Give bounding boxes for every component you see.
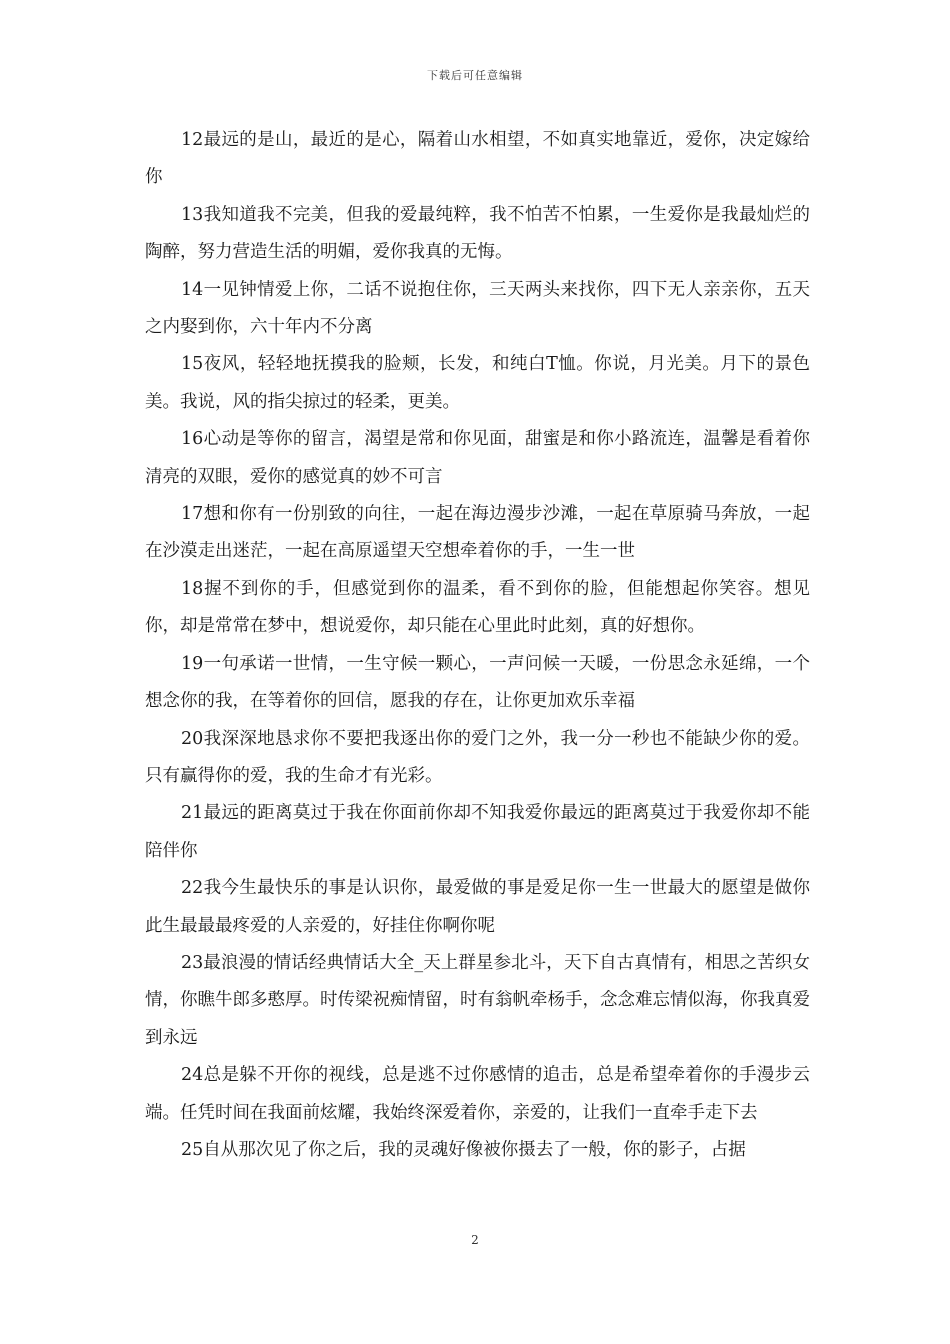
- paragraph-23: 23最浪漫的情话经典情话大全_天上群星参北斗，天下自古真情有，相思之苦织女情，你瞧牛郎多憨厚。时传梁祝痴情留，时有翁帆牵杨手，念念难忘情似海，你我真爱到永远: [145, 952, 810, 1048]
- paragraph-21: 21最远的距离莫过于我在你面前你却不知我爱你最远的距离莫过于我爱你却不能陪伴你: [145, 803, 810, 861]
- page-header: 下载后可任意编辑: [427, 69, 523, 82]
- paragraph-16: 16心动是等你的留言，渴望是常和你见面，甜蜜是和你小路流连，温馨是看着你清亮的双眼，爱你的感觉真的妙不可言: [145, 429, 810, 487]
- paragraph-18: 18握不到你的手，但感觉到你的温柔，看不到你的脸，但能想起你笑容。想见你，却是常常在梦中，想说爱你，却只能在心里此时此刻，真的好想你。: [145, 578, 810, 637]
- paragraph-20: 20我深深地恳求你不要把我逐出你的爱门之外，我一分一秒也不能缺少你的爱。只有赢得你的爱，我的生命才有光彩。: [145, 728, 810, 786]
- document-body: [145, 122, 810, 1169]
- paragraph-13: 13我知道我不完美，但我的爱最纯粹，我不怕苦不怕累，一生爱你是我最灿烂的陶醉，努力营造生活的明媚，爱你我真的无悔。: [145, 204, 810, 263]
- paragraph-25: 25自从那次见了你之后，我的灵魂好像被你摄去了一般，你的影子，占据: [181, 1139, 746, 1160]
- paragraph-19: 19一句承诺一世情，一生守候一颗心，一声问候一天暖，一份思念永延绵，一个想念你的我，在等着你的回信，愿我的存在，让你更加欢乐幸福: [145, 653, 810, 712]
- paragraph-22: 22我今生最快乐的事是认识你，最爱做的事是爱足你一生一世最大的愿望是做你此生最最最疼爱的人亲爱的，好挂住你啊你呢: [145, 878, 810, 936]
- paragraph-12: 12最远的是山，最近的是心，隔着山水相望，不如真实地靠近，爱你，决定嫁给你: [145, 130, 810, 188]
- page-number: 2: [471, 1233, 479, 1247]
- paragraph-15: 15夜风，轻轻地抚摸我的脸颊，长发，和纯白T恤。你说，月光美。月下的景色美。我说，风的指尖掠过的轻柔，更美。: [145, 354, 810, 412]
- paragraph-24: 24总是躲不开你的视线，总是逃不过你感情的追击，总是希望牵着你的手漫步云端。任凭时间在我面前炫耀，我始终深爱着你，亲爱的，让我们一直牵手走下去: [145, 1065, 810, 1123]
- paragraph-17: 17想和你有一份别致的向往，一起在海边漫步沙滩，一起在草原骑马奔放，一起在沙漠走出迷茫，一起在高原遥望天空想牵着你的手，一生一世: [145, 504, 810, 562]
- paragraph-14: 14一见钟情爱上你，二话不说抱住你，三天两头来找你，四下无人亲亲你，五天之内娶到你，六十年内不分离: [145, 279, 810, 338]
